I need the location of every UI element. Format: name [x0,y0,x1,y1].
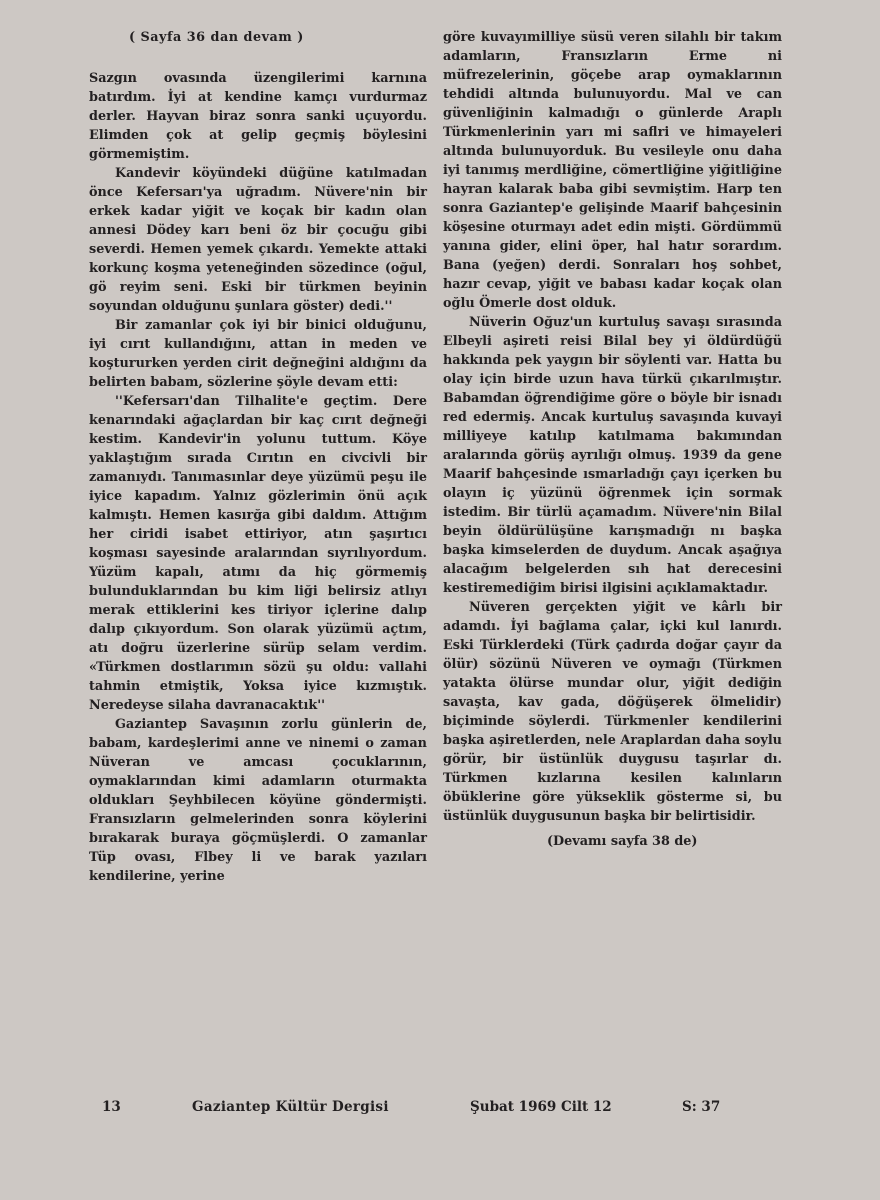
magazine-title: Gaziantep Kültür Dergisi [192,1099,389,1115]
paragraph: Kandevir köyündeki düğüne katılmadan önce Kefersarı'ya uğradım. Nüvere'nin bir erkek kadar yiğit ve koçak bir kadın olan annesi Dödey karı beni öz bir çocuğu gibi severdi. Hemen yemek çıkardı. Yemekte attaki korkunç koşma yeteneğinden sözedince (oğul, gö reyim seni. Eski bir türkmen beyinin soyundan olduğunu şunlara göster) dedi.'' [89,166,427,314]
continued-from-note: ( Sayfa 36 dan devam ) [129,30,304,45]
paragraph: Bir zamanlar çok iyi bir binici olduğunu, iyi cırıt kullandığını, attan in meden ve koştururken yerden cirit değneğini aldığını da belirten babam, sözlerine şöyle devam etti: [89,318,427,390]
paragraph: Nüveren gerçekten yiğit ve kârlı bir adamdı. İyi bağlama çalar, içki kul lanırdı. Eski Türklerdeki (Türk çadırda doğar çayır da ölür) sözünü Nüveren ve oymağı (Türkmen yatakta ölürse mundar olur, yiğit dediğin savaşta, kav gada, döğüşerek ölmelidir) biçiminde söylerdi. Türkmenler kendilerini başka aşiretlerden, nele Araplardan daha soylu görür, bir üstünlük duygusu taşırlar dı. Türkmen kızlarına kesilen kalınların öbüklerine göre yükseklik gösterme si, bu üstünlük duygusunun başka bir belirtisidir. [443,600,782,824]
right-column [443,28,782,851]
paragraph: göre kuvayımilliye süsü veren silahlı bir takım adamların, Fransızların Erme ni müfrezelerinin, göçebe arap oymaklarının tehdidi altında bulunuyordu. Mal ve can güvenliğinin kalmadığı o günlerde Araplı Türkmenlerinin yarı mi saflri ve himayeleri altında bulunuyorduk. Bu vesileyle onu daha iyi tanımış merdliğine, cömertliğine yiğitliğine hayran kalarak baba gibi sevmiştim. Harp ten sonra Gaziantep'e gelişinde Maarif bahçesinin köşesine oturmayı adet edin mişti. Gördümmü yanına gider, elini öper, hal hatır sorardım. Bana (yeğen) derdi. Sonraları hoş sohbet, hazır cevap, yiğit ve babası kadar koçak olan oğlu Ömerle dost olduk. [443,30,782,311]
page-footer [0,1099,880,1123]
issue-date-volume: Şubat 1969 Cilt 12 [470,1099,612,1115]
paragraph: Nüverin Oğuz'un kurtuluş savaşı sırasında Elbeyli aşireti reisi Bilal bey yi öldürdüğü hakkında pek yaygın bir söylenti var. Hatta bu olay için birde uzun hava türkü çıkarılmıştır. Babamdan öğrendiğime göre o böyle bir isnadı red edermiş. Ancak kurtuluş savaşında kuvayi milliyeye katılıp katılmama bakımından aralarında görüş ayrılığı olmuş. 1939 da gene Maarif bahçesinde ısmarladığı çayı içerken bu olayın iç yüzünü öğrenmek için sormak istedim. Bir türlü açamadım. Nüvere'nin Bilal beyin öldürülüşüne karışmadığı nı başka başka kimselerden de duydum. Ancak aşağıya alacağım belgelerden sıh hat derecesini kestiremediğim birisi ilgisini açıklamaktadır. [443,315,782,596]
paragraph: Gaziantep Savaşının zorlu günlerin de, babam, kardeşlerimi anne ve ninemi o zaman Nüveran ve amcası çocuklarının, oymaklarından kimi adamların oturmakta oldukları Şeyhbilecen köyüne göndermişti. Fransızların gelmelerinden sonra köylerini bırakarak buraya göçmüşlerdi. O zamanlar Tüp ovası, Flbey li ve barak yazıları kendilerine, yerine [89,717,427,884]
continued-on-note: (Devamı sayfa 38 de) [547,834,698,849]
paragraph: Sazgın ovasında üzengilerimi karnına batırdım. İyi at kendine kamçı vurdurmaz derler. Hayvan biraz sonra sanki uçuyordu. Elimden çok at gelip geçmiş böylesini görmemiştim. [89,71,427,162]
left-column [89,28,427,886]
paragraph: ''Kefersarı'dan Tilhalite'e geçtim. Dere kenarındaki ağaçlardan bir kaç cırıt değneği kestim. Kandevir'in yolunu tuttum. Köye yaklaştığım sırada Cırıtın en civcivli bir zamanıydı. Tanımasınlar deye yüzümü peşu ile iyice kapadım. Yalnız gözlerimin önü açık kalmıştı. Hemen kasırğa gibi daldım. Attığım her ciridi isabet ettiriyor, atın şaşırtıcı koşması sayesinde aralarından sıyrılıyordum. Yüzüm kapalı, atımı da hiç görmemiş bulunduklarından bu kim liği belirsiz atlıyı merak ettiklerini kes tiriyor içlerine dalıp dalıp çıkıyordum. Son olarak yüzümü açtım, atı doğru üzerlerine sürüp selam verdim. «Türkmen dostlarımın sözü şu oldu: vallahi tahmin etmiştik, Yoksa iyice kızmıştık. Neredeyse silaha davranacaktık'' [89,394,427,713]
issue-number: S: 37 [682,1099,721,1115]
page-number: 13 [102,1099,121,1115]
